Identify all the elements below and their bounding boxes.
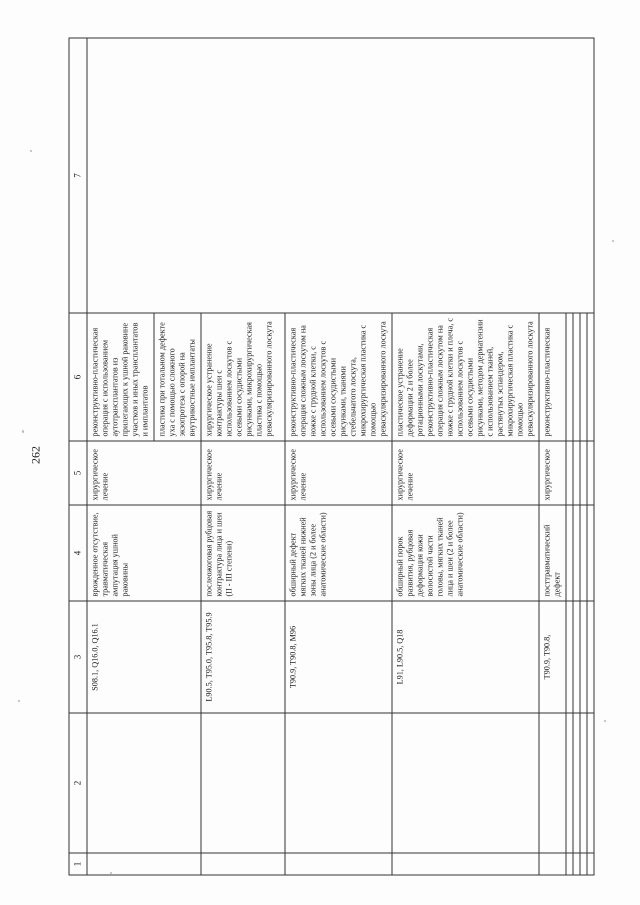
diagnosis-description: обширный дефект мягких тканей нижней зоны лица (2 и более анатомические области) [285,505,392,601]
scan-speck [110,872,112,874]
scan-speck [612,240,614,242]
treatment-method: реконструктивно-пластическая [539,313,566,441]
treatment-type: хирургическое лечение [201,441,285,505]
diagnosis-description: послеожоговая рубцовая контрактура лица и шеи (II - III степени) [201,505,285,601]
column-number: 5 [69,441,87,505]
treatment-method: пластика при тотальном дефекте уха с помощью сложного экзопротеза с опорой на внутрикостные имплантаты [154,313,201,441]
rotated-table-sheet [68,38,593,875]
diagnosis-codes: T90.9, T90.8, [539,601,566,713]
diagnosis-codes: T90.9, T90.8, M96 [285,601,392,713]
treatment-type: хирургическое лечение [392,441,539,505]
diagnosis-description: врожденное отсутствие, травматическая ампутация ушной раковины [87,505,201,601]
column-number: 1 [69,853,87,875]
treatment-method: реконструктивно-пластическая операция с использованием аутотрансплантатов из прилегающих к ушной раковине участков и иных трансплантатов и имплантатов [87,313,154,441]
treatment-method: пластическое устранение деформации 2 и более ротационными лоскутами, реконструктивно-пластическая операция сложным лоскутом на ножке с грудной клетки и плеча, с использованием лоскутов с осевыми сосудистыми рисунками, методом дерматензии с использованием тканей, растянутых эспандером, микрохирургическая пластика с помощью реваскуляризированного лоскута [392,313,539,441]
column-number: 6 [69,313,87,441]
column-number-row [69,38,87,875]
column-7-empty [87,38,594,313]
scan-speck [22,430,24,433]
treatment-method: хирургическое устранение контрактуры шеи с использованием лоскутов с осевыми сосудистыми рисунками, микрохирургическая пластика с помощью реваскуляризированного лоскута [201,313,285,441]
column-number: 2 [69,713,87,853]
scan-speck [604,720,606,722]
scan-speck [30,150,32,152]
page-number: 262 [28,446,43,464]
treatment-type: хирургическое лечение [87,441,201,505]
treatment-type: хирургическое [539,441,566,505]
treatment-type: хирургическое лечение [285,441,392,505]
column-number: 3 [69,601,87,713]
table-row [87,38,154,875]
diagnosis-description: посттравматический дефект [539,505,566,601]
diagnosis-codes: L91, L90.5, Q18 [392,601,539,713]
column-number: 7 [69,38,87,313]
diagnosis-codes: S08.1, Q16.0, Q16.1 [87,601,201,713]
column-number: 4 [69,505,87,601]
diagnosis-description: обширный порок развития, рубцовая деформация кожи волосистой части головы, мягких тканей лица и шеи (2 и более анатомические области) [392,505,539,601]
diagnosis-codes: L90.5, T95.0, T95.8, T95.9 [201,601,285,713]
scan-speck [18,700,20,702]
medical-care-table [68,37,594,875]
treatment-method: реконструктивно-пластическая операция сложным лоскутом на ножке с грудной клетки, с использованием лоскутов с осевыми сосудистыми рисунками, тканями стебельчатого лоскута, микрохирургическая пластика с помощью реваскуляризированного лоскута [285,313,392,441]
